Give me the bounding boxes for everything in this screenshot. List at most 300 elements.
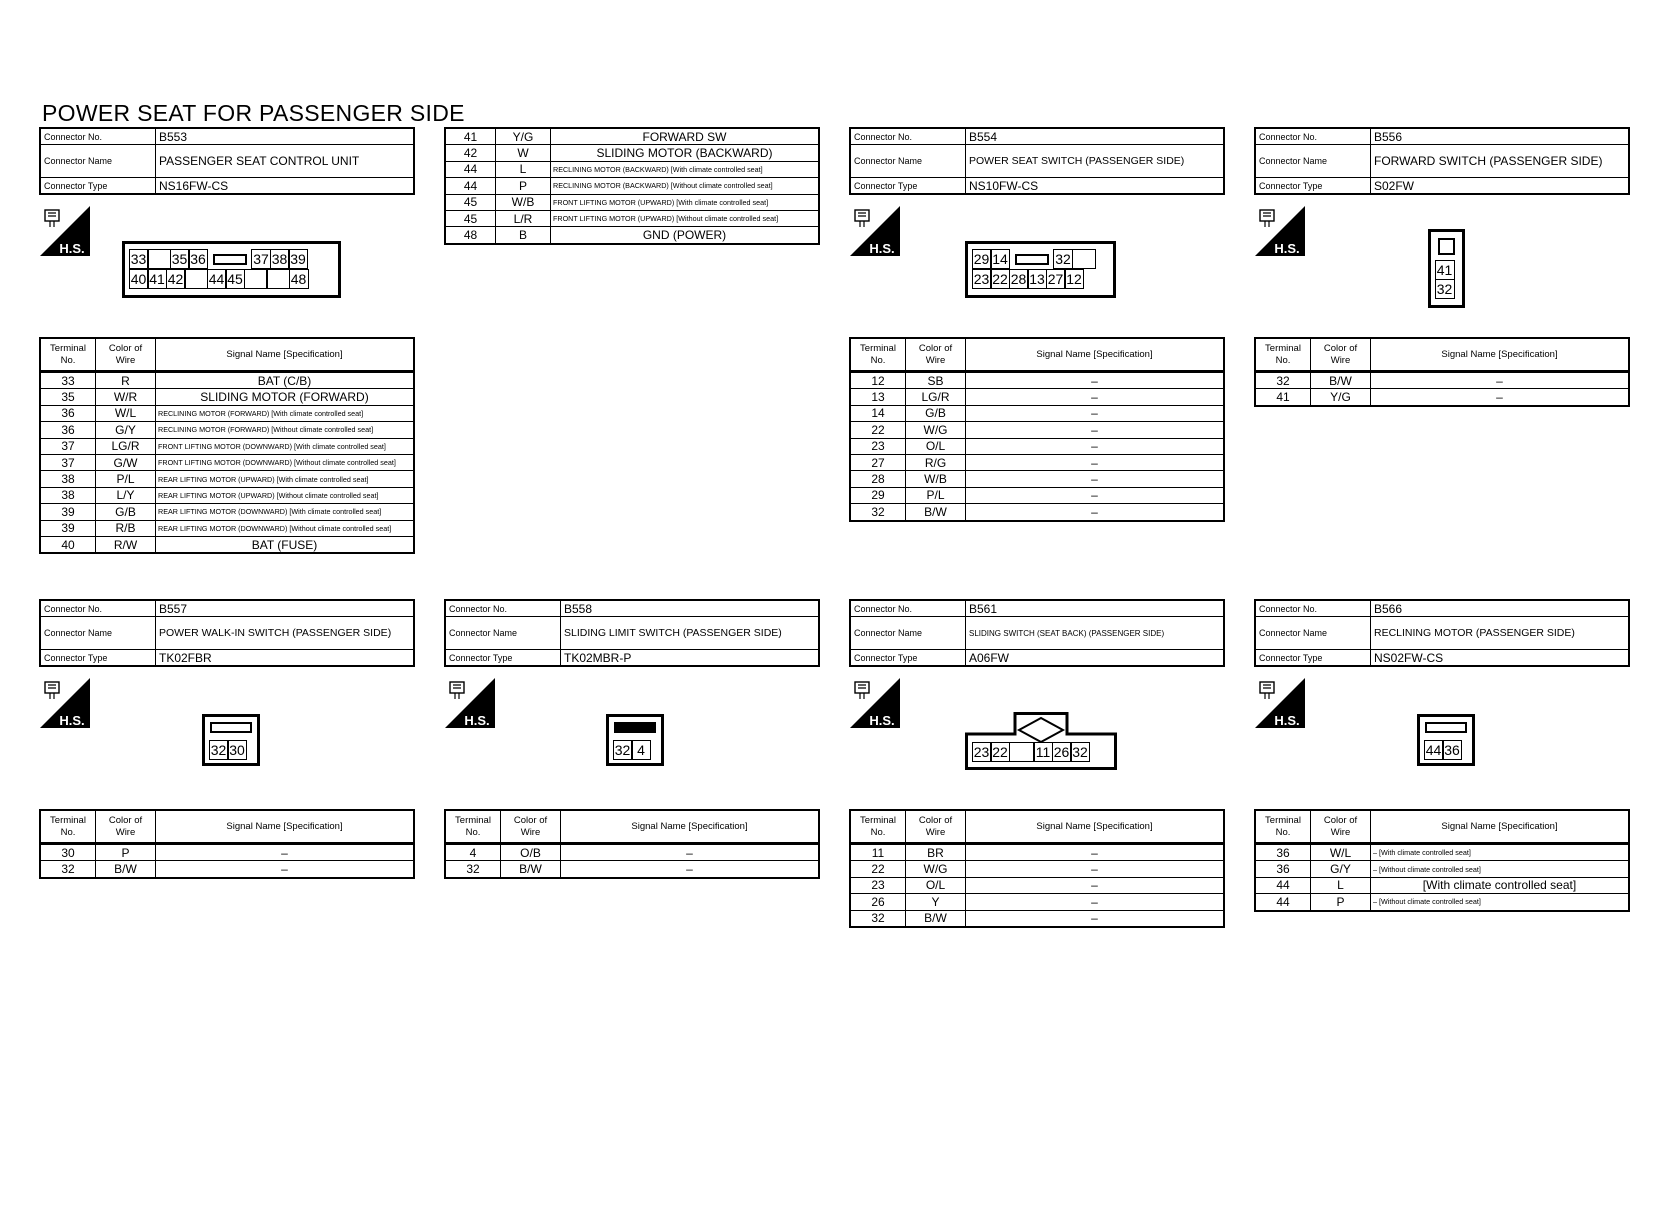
signal-name-cell: RECLINING MOTOR (BACKWARD) [With climate controlled seat] [551,161,819,177]
table-row [1256,844,1629,861]
connector-no-value: B557 [156,601,414,617]
terminal-no-cell: 45 [446,194,496,210]
signal-name-cell: [With climate controlled seat] [1371,877,1629,893]
wire-color-cell: W/B [906,471,966,487]
terminal-no-cell: 12 [851,372,906,389]
connector-type-label: Connector Type [851,178,966,194]
table-row [851,454,1224,470]
terminal-no-cell: 41 [1256,389,1311,405]
b566-pin-rows [1425,740,1462,760]
wire-color-header: Color of Wire [96,339,156,372]
terminal-no-cell: 22 [851,861,906,877]
connector-no-label: Connector No. [41,601,156,617]
key-slot [1425,722,1467,733]
pin: 13 [1027,269,1047,289]
connector-type-value: A06FW [966,650,1224,666]
table-row [851,504,1224,520]
connector-name-value: POWER SEAT SWITCH (PASSENGER SIDE) [966,145,1224,178]
page-title: POWER SEAT FOR PASSENGER SIDE [42,100,465,126]
terminal-no-cell: 44 [1256,894,1311,910]
connector-name-value: PASSENGER SEAT CONTROL UNIT [156,145,414,178]
wire-color-cell: W/G [906,861,966,877]
terminal-no-cell: 32 [851,504,906,520]
wire-color-cell: Y [906,894,966,910]
wire-color-cell: B/W [501,861,561,877]
terminal-no-cell: 32 [41,861,96,877]
pin: 32 [1070,742,1090,762]
pin-table-b553-continued [445,128,819,244]
connector-no-label: Connector No. [41,129,156,145]
signal-name-header: Signal Name [Specification] [966,811,1224,844]
signal-name-cell: – [966,405,1224,421]
table-row [41,454,414,470]
wire-color-cell: W/L [1311,844,1371,861]
table-row [41,536,414,552]
b557-pin-rows [210,740,247,760]
terminal-no-cell: 36 [41,405,96,421]
wire-color-cell: R/B [96,520,156,536]
pin: 32 [1435,279,1455,299]
signal-name-cell: – [966,877,1224,893]
table-row [446,178,819,194]
table-row [446,145,819,161]
pin: 36 [1442,740,1462,760]
signal-name-cell: – [1371,389,1629,405]
wire-color-cell: G/W [96,454,156,470]
terminal-no-cell: 44 [446,161,496,177]
wire-color-cell: G/B [96,504,156,520]
table-row [446,210,819,226]
pin: 40 [129,269,149,289]
connector-name-label: Connector Name [1256,145,1371,178]
wire-color-cell: SB [906,372,966,389]
signal-name-cell: FRONT LIFTING MOTOR (UPWARD) [With climate controlled seat] [551,194,819,210]
connector-no-value: B566 [1371,601,1629,617]
terminal-no-cell: 36 [1256,861,1311,877]
connector-header-b556 [1255,128,1629,194]
signal-name-cell: – [966,844,1224,861]
hs-badge: H.S. [464,713,490,728]
connector-name-value: SLIDING LIMIT SWITCH (PASSENGER SIDE) [561,617,819,650]
pin-table-b566 [1255,810,1629,911]
wire-color-cell: L [496,161,551,177]
pin-table-b556 [1255,338,1629,406]
pin: 26 [1052,742,1072,762]
wire-color-cell: R [96,372,156,389]
terminal-no-cell: 45 [446,210,496,226]
connector-type-label: Connector Type [41,650,156,666]
signal-name-cell: GND (POWER) [551,227,819,243]
wire-color-cell: W [496,145,551,161]
pin: 44 [207,269,227,289]
wire-color-cell: W/L [96,405,156,421]
wire-color-cell: B/W [906,504,966,520]
wire-color-header: Color of Wire [906,811,966,844]
pin: 41 [147,269,167,289]
signal-name-cell: – [966,894,1224,910]
terminal-no-cell: 38 [41,487,96,503]
pin: 12 [1064,269,1084,289]
signal-name-header: Signal Name [Specification] [156,339,414,372]
wire-color-cell: O/B [501,844,561,861]
signal-name-cell: – [966,487,1224,503]
terminal-no-header: Terminal No. [851,339,906,372]
terminal-no-cell: 42 [446,145,496,161]
terminal-no-header: Terminal No. [41,811,96,844]
table-row [1256,372,1629,389]
terminal-no-header: Terminal No. [1256,339,1311,372]
connector-name-label: Connector Name [851,145,966,178]
connector-type-value: NS02FW-CS [1371,650,1629,666]
hs-badge: H.S. [59,713,85,728]
connector-name-value: RECLINING MOTOR (PASSENGER SIDE) [1371,617,1629,650]
b561-pin-rows [973,742,1090,762]
table-row [41,389,414,405]
connector-type-label: Connector Type [1256,650,1371,666]
table-row [851,877,1224,893]
pin: 4 [631,740,651,760]
wire-color-cell: W/R [96,389,156,405]
signal-name-cell: – [966,389,1224,405]
pin: 32 [1053,249,1073,269]
wire-color-cell: B [496,227,551,243]
connector-no-label: Connector No. [1256,129,1371,145]
wire-color-cell: B/W [1311,372,1371,389]
pin: 11 [1033,742,1053,762]
pin: 27 [1046,269,1066,289]
signal-name-cell: – [966,438,1224,454]
wire-color-cell: G/Y [1311,861,1371,877]
connector-header-b566 [1255,600,1629,666]
table-row [41,861,414,877]
signal-name-cell: – [966,422,1224,438]
signal-name-cell: FRONT LIFTING MOTOR (DOWNWARD) [With climate controlled seat] [156,438,414,454]
wire-color-cell: P [96,844,156,861]
signal-name-header: Signal Name [Specification] [561,811,819,844]
terminal-no-header: Terminal No. [851,811,906,844]
pin: 32 [209,740,229,760]
pin: 32 [613,740,633,760]
table-row [41,471,414,487]
pin [184,269,208,289]
pin: 41 [1435,260,1455,280]
pin: 38 [270,249,290,269]
terminal-no-cell: 39 [41,520,96,536]
connector-name-label: Connector Name [851,617,966,650]
terminal-no-cell: 29 [851,487,906,503]
wire-color-cell: BR [906,844,966,861]
pin: 22 [990,269,1010,289]
terminal-no-cell: 33 [41,372,96,389]
signal-name-header: Signal Name [Specification] [966,339,1224,372]
signal-name-cell: – [966,861,1224,877]
table-row [851,389,1224,405]
table-row [851,861,1224,877]
table-row [1256,861,1629,877]
terminal-no-cell: 4 [446,844,501,861]
terminal-no-cell: 36 [1256,844,1311,861]
signal-name-cell: – [Without climate controlled seat] [1371,894,1629,910]
signal-name-cell: – [561,844,819,861]
table-row [446,194,819,210]
pin-table-b558 [445,810,819,878]
signal-name-cell: RECLINING MOTOR (FORWARD) [Without climate controlled seat] [156,422,414,438]
hs-badge: H.S. [59,241,85,256]
table-row [41,372,414,389]
signal-name-cell: REAR LIFTING MOTOR (DOWNWARD) [Without climate controlled seat] [156,520,414,536]
signal-name-cell: FRONT LIFTING MOTOR (UPWARD) [Without climate controlled seat] [551,210,819,226]
wire-color-header: Color of Wire [501,811,561,844]
signal-name-cell: – [561,861,819,877]
terminal-no-cell: 11 [851,844,906,861]
wire-color-header: Color of Wire [906,339,966,372]
table-row [851,910,1224,926]
pin: 39 [288,249,308,269]
signal-name-cell: – [With climate controlled seat] [1371,844,1629,861]
wire-color-cell: W/B [496,194,551,210]
pin: 45 [225,269,245,289]
b553-pin-rows [130,249,309,289]
connector-header-b553 [40,128,414,194]
table-row [446,227,819,243]
signal-name-cell: – [Without climate controlled seat] [1371,861,1629,877]
wire-color-cell: L/Y [96,487,156,503]
connector-no-value: B558 [561,601,819,617]
pin-table-b554 [850,338,1224,521]
harness-side-icon [40,206,90,256]
wire-color-cell: P/L [96,471,156,487]
pin [1072,249,1096,269]
signal-name-cell: BAT (C/B) [156,372,414,389]
terminal-no-cell: 13 [851,389,906,405]
pin: 14 [990,249,1010,269]
hs-badge: H.S. [1274,713,1300,728]
connector-header-b557 [40,600,414,666]
pin [244,269,268,289]
terminal-no-cell: 37 [41,438,96,454]
table-row [41,422,414,438]
pin: 33 [129,249,149,269]
connector-no-value: B556 [1371,129,1629,145]
connector-no-value: B553 [156,129,414,145]
signal-name-cell: SLIDING MOTOR (BACKWARD) [551,145,819,161]
terminal-no-header: Terminal No. [1256,811,1311,844]
pin: 23 [972,269,992,289]
terminal-no-cell: 22 [851,422,906,438]
connector-name-label: Connector Name [41,145,156,178]
signal-name-cell: SLIDING MOTOR (FORWARD) [156,389,414,405]
terminal-no-cell: 32 [851,910,906,926]
wire-color-cell: Y/G [496,129,551,145]
signal-name-cell: – [966,372,1224,389]
pin: 30 [227,740,247,760]
wire-color-cell: P [1311,894,1371,910]
table-row [1256,894,1629,910]
pin-table-b553 [40,338,414,553]
signal-name-cell: BAT (FUSE) [156,536,414,552]
pin: 29 [972,249,992,269]
terminal-no-cell: 36 [41,422,96,438]
connector-name-label: Connector Name [41,617,156,650]
signal-name-cell: – [156,861,414,877]
pin-table-b561 [850,810,1224,927]
table-row [851,422,1224,438]
table-row [446,861,819,877]
terminal-no-cell: 35 [41,389,96,405]
table-row [41,520,414,536]
connector-type-value: NS16FW-CS [156,178,414,194]
wire-color-cell: B/W [906,910,966,926]
signal-name-cell: – [966,910,1224,926]
terminal-no-cell: 32 [1256,372,1311,389]
connector-no-label: Connector No. [851,601,966,617]
wire-color-header: Color of Wire [1311,339,1371,372]
table-row [851,894,1224,910]
pin: 23 [972,742,992,762]
key-slot [210,722,252,733]
terminal-no-cell: 26 [851,894,906,910]
table-row [851,405,1224,421]
wire-color-cell: Y/G [1311,389,1371,405]
harness-side-icon [850,206,900,256]
terminal-no-cell: 37 [41,454,96,470]
signal-name-cell: FRONT LIFTING MOTOR (DOWNWARD) [Without climate controlled seat] [156,454,414,470]
terminal-no-cell: 27 [851,454,906,470]
pin: 22 [990,742,1010,762]
signal-name-cell: – [966,504,1224,520]
table-row [851,844,1224,861]
table-row [41,438,414,454]
terminal-no-cell: 41 [446,129,496,145]
wire-color-cell: LG/R [96,438,156,454]
terminal-no-cell: 44 [446,178,496,194]
connector-type-label: Connector Type [1256,178,1371,194]
table-row [1256,389,1629,405]
table-row [851,372,1224,389]
wire-color-cell: R/G [906,454,966,470]
table-row [851,471,1224,487]
pin [266,269,290,289]
hs-badge: H.S. [1274,241,1300,256]
harness-side-icon [850,678,900,728]
terminal-no-cell: 23 [851,438,906,454]
terminal-no-cell: 28 [851,471,906,487]
terminal-no-cell: 30 [41,844,96,861]
signal-name-cell: REAR LIFTING MOTOR (UPWARD) [With climate controlled seat] [156,471,414,487]
wire-color-cell: P [496,178,551,194]
signal-name-cell: REAR LIFTING MOTOR (DOWNWARD) [With climate controlled seat] [156,504,414,520]
table-row [41,405,414,421]
connector-name-label: Connector Name [446,617,561,650]
wire-color-cell: G/B [906,405,966,421]
table-row [446,161,819,177]
connector-type-value: S02FW [1371,178,1629,194]
connector-name-label: Connector Name [1256,617,1371,650]
harness-side-icon [1255,206,1305,256]
pin: 44 [1424,740,1444,760]
pin [1009,742,1035,762]
terminal-no-cell: 44 [1256,877,1311,893]
pin: 48 [289,269,309,289]
signal-name-header: Signal Name [Specification] [1371,811,1629,844]
connector-header-b558 [445,600,819,666]
table-row [1256,877,1629,893]
connector-no-label: Connector No. [1256,601,1371,617]
signal-name-cell: – [1371,372,1629,389]
table-row [446,129,819,145]
terminal-no-cell: 39 [41,504,96,520]
terminal-no-header: Terminal No. [446,811,501,844]
b554-pin-rows [973,249,1096,289]
signal-name-cell: RECLINING MOTOR (FORWARD) [With climate controlled seat] [156,405,414,421]
hs-badge: H.S. [869,713,895,728]
terminal-no-header: Terminal No. [41,339,96,372]
hs-badge: H.S. [869,241,895,256]
key-slot [207,249,253,269]
signal-name-cell: REAR LIFTING MOTOR (UPWARD) [Without climate controlled seat] [156,487,414,503]
signal-name-cell: – [966,454,1224,470]
key-slot [1438,238,1455,255]
terminal-no-cell: 14 [851,405,906,421]
connector-no-value: B561 [966,601,1224,617]
connector-type-value: TK02MBR-P [561,650,819,666]
wire-color-cell: P/L [906,487,966,503]
connector-header-b561 [850,600,1224,666]
connector-name-value: POWER WALK-IN SWITCH (PASSENGER SIDE) [156,617,414,650]
table-row [41,487,414,503]
terminal-no-cell: 38 [41,471,96,487]
wire-color-header: Color of Wire [96,811,156,844]
signal-name-cell: – [966,471,1224,487]
table-row [446,844,819,861]
signal-name-header: Signal Name [Specification] [1371,339,1629,372]
harness-side-icon [445,678,495,728]
connector-no-label: Connector No. [851,129,966,145]
wire-color-cell: G/Y [96,422,156,438]
wire-color-cell: B/W [96,861,156,877]
key-slot [1009,249,1055,269]
key-slot [614,722,656,733]
signal-name-cell: RECLINING MOTOR (BACKWARD) [Without climate controlled seat] [551,178,819,194]
wire-color-cell: L [1311,877,1371,893]
harness-side-icon [40,678,90,728]
harness-side-icon [1255,678,1305,728]
wire-color-cell: R/W [96,536,156,552]
connector-header-b554 [850,128,1224,194]
wire-color-cell: LG/R [906,389,966,405]
wire-color-cell: O/L [906,438,966,454]
connector-type-label: Connector Type [851,650,966,666]
terminal-no-cell: 23 [851,877,906,893]
signal-name-cell: – [156,844,414,861]
terminal-no-cell: 40 [41,536,96,552]
pin [147,249,171,269]
b558-pin-rows [614,740,651,760]
wire-color-cell: W/G [906,422,966,438]
pin: 36 [188,249,208,269]
terminal-no-cell: 32 [446,861,501,877]
connector-type-value: TK02FBR [156,650,414,666]
connector-no-label: Connector No. [446,601,561,617]
table-row [41,504,414,520]
connector-name-value: FORWARD SWITCH (PASSENGER SIDE) [1371,145,1629,178]
wire-color-cell: L/R [496,210,551,226]
pin: 42 [166,269,186,289]
table-row [41,844,414,861]
connector-no-value: B554 [966,129,1224,145]
table-row [851,438,1224,454]
connector-type-label: Connector Type [41,178,156,194]
